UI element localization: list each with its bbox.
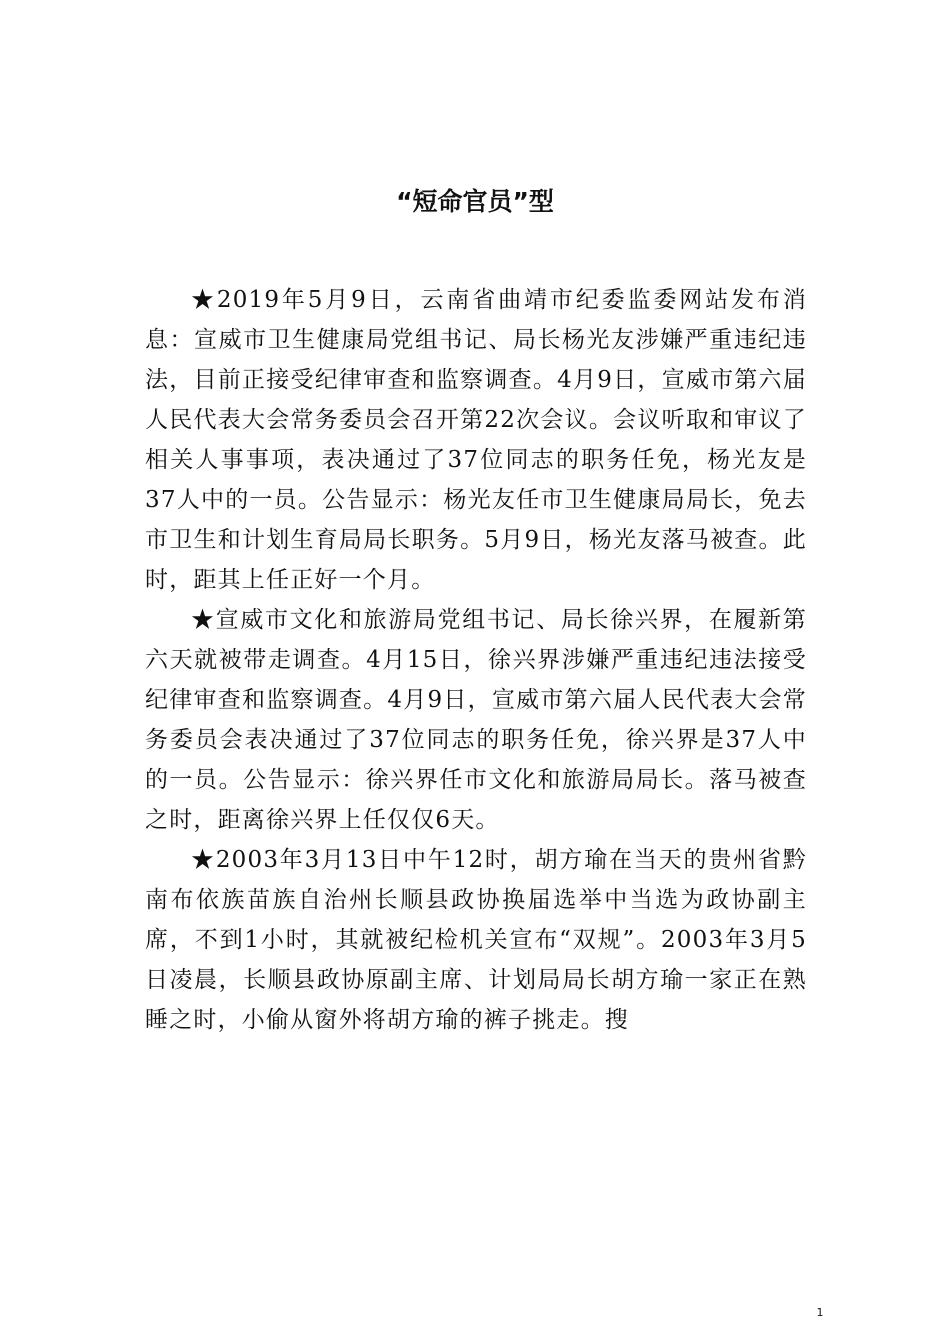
document-title: “短命官员”型 bbox=[396, 187, 554, 216]
document-body bbox=[145, 280, 807, 1040]
page-number: 1 bbox=[816, 1306, 824, 1319]
paragraph-yang-guangyou: ★2019年5月9日，云南省曲靖市纪委监委网站发布消息：宣威市卫生健康局党组书记、局长杨光友涉嫌严重违纪违法，目前正接受纪律审查和监察调查。4月9日，宣威市第六届人民代表大会常务委员会召开第22次会议。会议听取和审议了相关人事事项，表决通过了37位同志的职务任免，杨光友是37人中的一员。公告显示：杨光友任市卫生健康局局长，免去市卫生和计划生育局局长职务。5月9日，杨光友落马被查。此时，距其上任正好一个月。 bbox=[145, 287, 807, 593]
paragraph-hu-fangyu: ★2003年3月13日中午12时，胡方瑜在当天的贵州省黔南布依族苗族自治州长顺县政协换届选举中当选为政协副主席，不到1小时，其就被纪检机关宣布“双规”。2003年3月5日凌晨，长顺县政协原副主席、计划局局长胡方瑜一家正在熟睡之时，小偷从窗外将胡方瑜的裤子挑走。搜 bbox=[145, 847, 807, 1033]
paragraph-xu-xingjie: ★宣威市文化和旅游局党组书记、局长徐兴界，在履新第六天就被带走调查。4月15日，徐兴界涉嫌严重违纪违法接受纪律审查和监察调查。4月9日，宣威市第六届人民代表大会常务委员会表决通过了37位同志的职务任免，徐兴界是37人中的一员。公告显示：徐兴界任市文化和旅游局局长。落马被查之时，距离徐兴界上任仅仅6天。 bbox=[145, 607, 807, 833]
